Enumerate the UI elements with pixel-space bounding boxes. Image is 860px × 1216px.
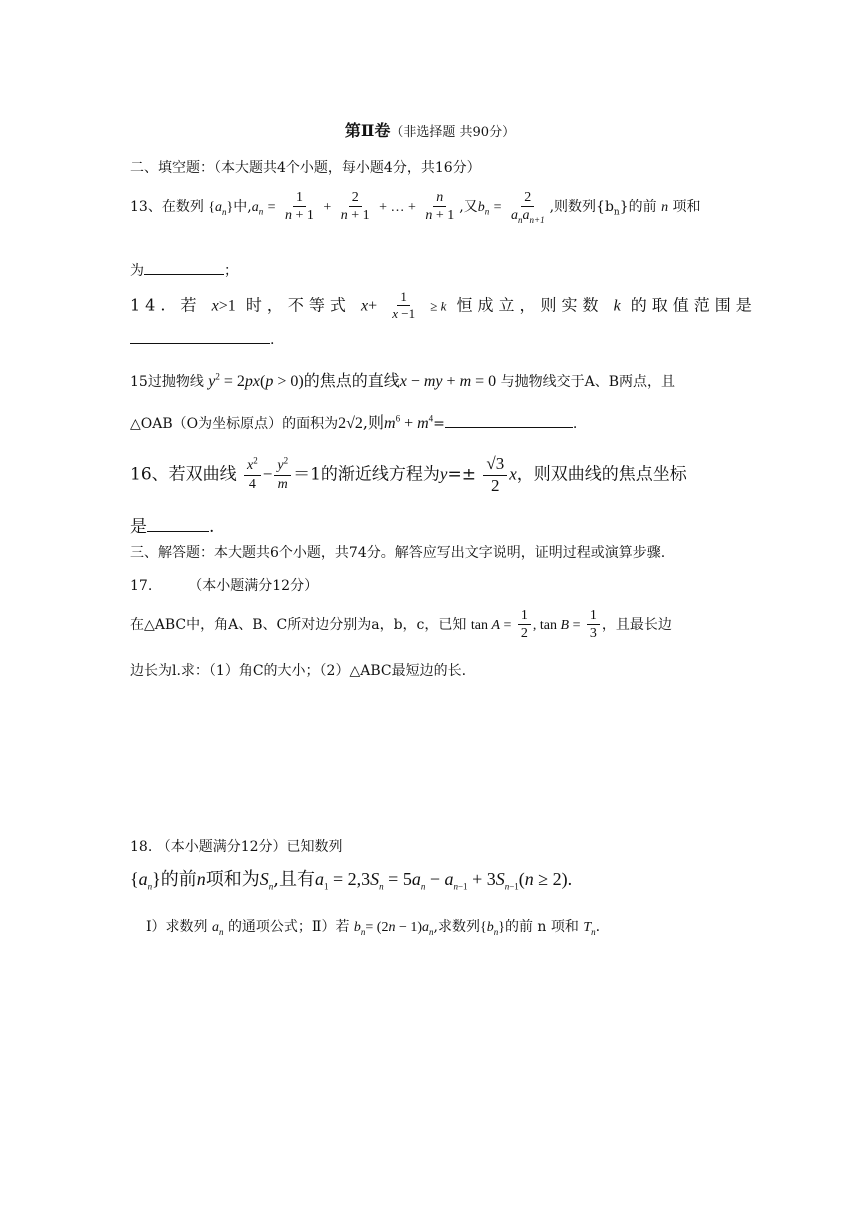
question-17-line2: 边长为l.求：（1）角C的大小；（2）△ABC最短边的长. [130,663,467,679]
question-18-line3: Ⅰ）求数列 $a_n$ 的通项公式；Ⅱ）若 $b_n= (2n - 1)a_n$,求数列$\{b_n\}$的前 n 项和 $T_n$. [146,919,601,937]
fraction-y2-over-m: $\frac{y^2}{m}$ [274,458,291,492]
question-15: 15过抛物线 $y^2 = 2px(p > 0)$的焦点的直线x − my + m = 0 与抛物线交于A、B两点，且 [130,371,676,390]
question-15-line2: △OAB（O为坐标原点）的面积为2√2,则$m^6 + m^4=$ . [130,413,578,432]
question-14-line2: . [130,332,274,348]
title-main: 第Ⅱ卷 [344,121,391,140]
fraction-2-over-n-plus-1: $\frac{2}{n + 1}$ [340,190,370,224]
question-17-header: 17. （本小题满分12分） [130,578,319,594]
section-solution-heading: 三、解答题：本大题共6个小题，共74分。解答应写出文字说明，证明过程或演算步骤. [130,545,666,561]
question-14: 14. 若 x>1 时，不等式 x+ $\frac{1}{x -1}$ ≥ k 恒成立，则实数 k 的取值范围是 [130,289,757,322]
answer-blank-15[interactable] [445,427,573,428]
question-17: 在△ABC中，角A、B、C所对边分别为a，b，c，已知 tan A = $\frac{1}{2}$ , tan B = $\frac{1}{3}$ ，且最长边 [130,608,672,642]
question-18-header: 18. （本小题满分12分）已知数列 [130,839,343,855]
answer-blank-14[interactable] [130,343,270,344]
fraction-1-over-x-minus-1: $\frac{1}{x -1}$ [392,289,416,322]
answer-blank-13[interactable] [144,274,224,275]
page-title [0,118,860,141]
question-13-line2: 为 ； [130,263,238,279]
fraction-1-over-n-plus-1: $\frac{1}{n + 1}$ [285,190,314,224]
title-sub: （非选择题 共90分） [390,125,516,140]
answer-blank-16[interactable] [147,531,209,532]
question-13: 13、在数列 $\{a_n\}$中$,a_n$ = $\frac{1}{n + 1}$ + $\frac{2}{n + 1}$ + … + $\frac{n}{n + 1}$ ,又$b_n$ = $\frac{2}{a_na_{n+1}}$ ,则数列$\{b_n\}$的前 n 项和 [130,190,701,226]
section-fill-in-heading: 二、填空题：（本大题共4个小题，每小题4分，共16分） [130,160,481,176]
question-16-line2: 是 . [130,517,215,537]
fraction-x2-over-4: $\frac{x^2}{4}$ [244,458,261,492]
fraction-sqrt3-over-2: $\frac{√3}{2}$ [483,455,507,495]
fraction-2-over-an-an1: $\frac{2}{a_na_{n+1}}$ [511,190,545,226]
question-18: $\{a_n\}$的前n项和为$S_n$,且有$a_1 = 2,3S_n = 5a_n - a_{n-1} + 3S_{n-1}(n \ge 2)$. [130,869,573,892]
question-16: 16、若双曲线 $\frac{x^2}{4}$ − $\frac{y^2}{m}$ ＝1的渐近线方程为y=± $\frac{√3}{2}$ x，则双曲线的焦点坐标 [130,454,687,495]
fraction-n-over-n-plus-1: $\frac{n}{n + 1}$ [425,190,455,224]
